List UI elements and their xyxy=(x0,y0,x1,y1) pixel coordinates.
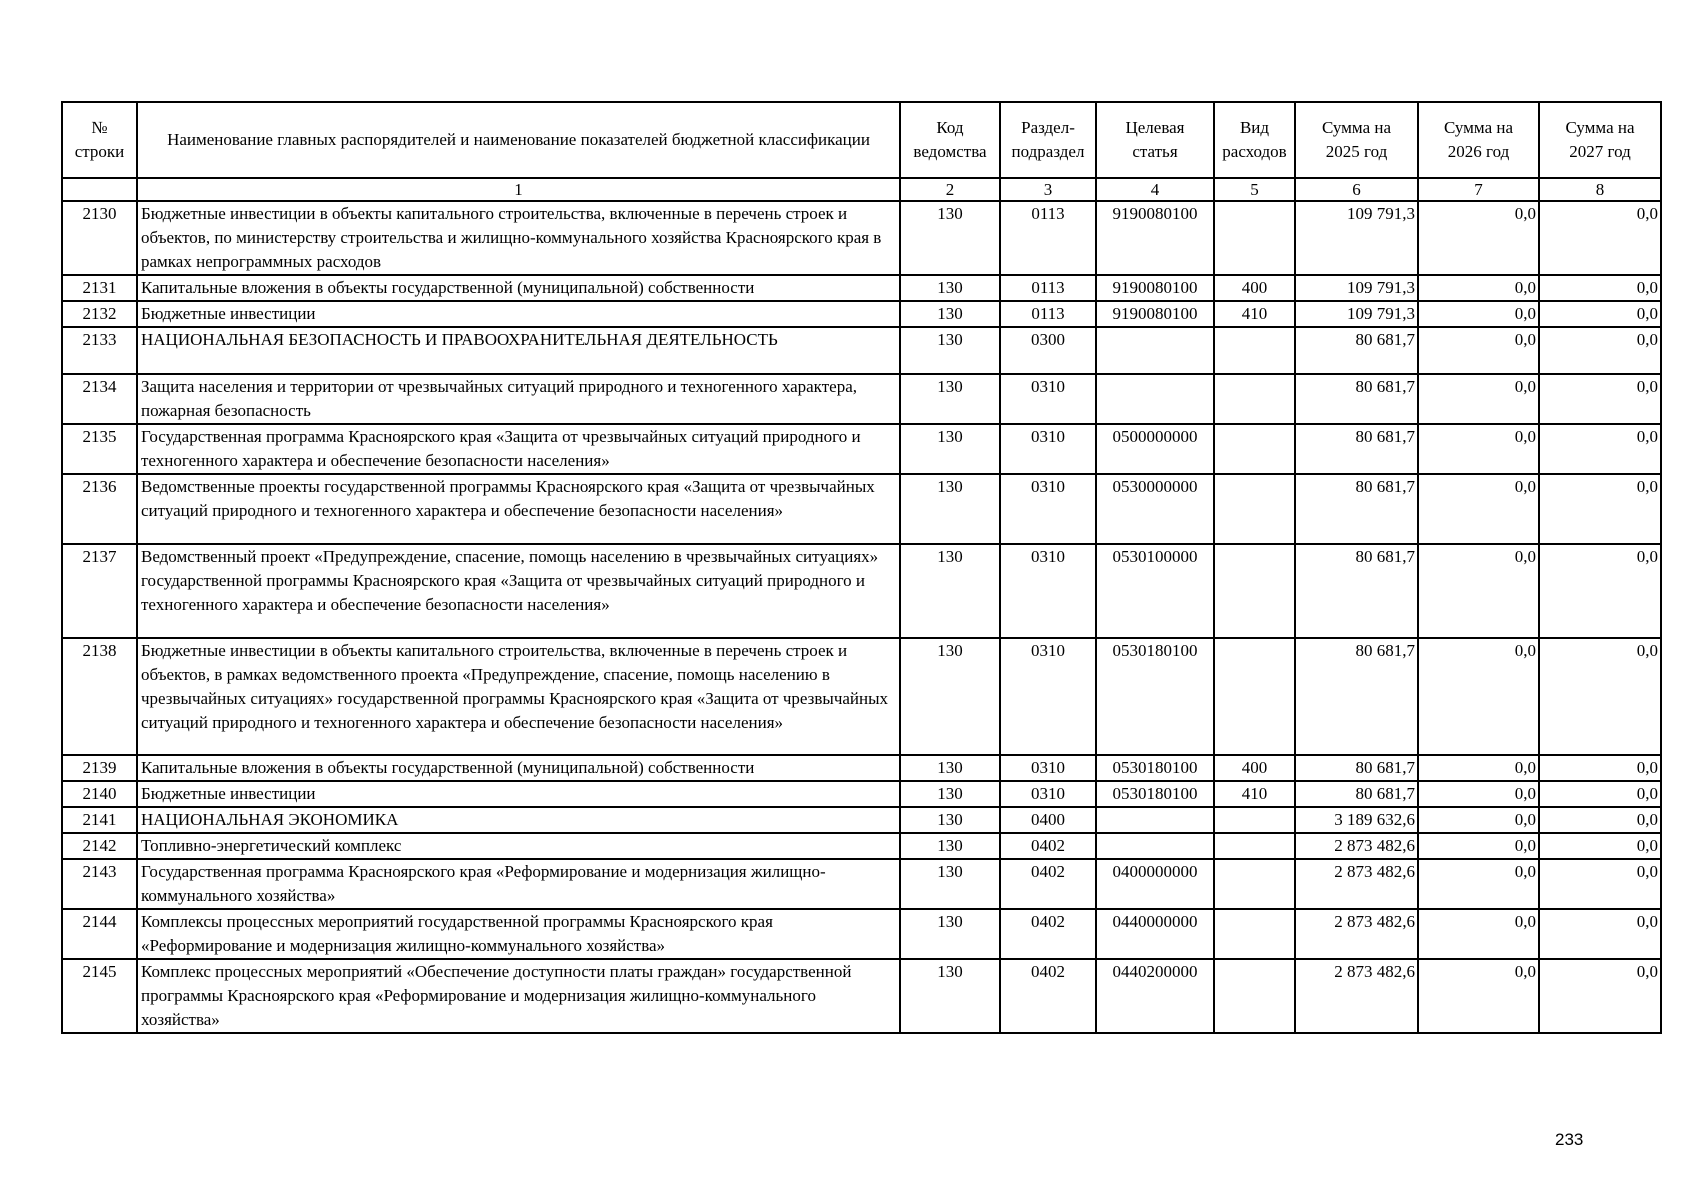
row-number-cell: 2142 xyxy=(62,833,137,859)
target-article-cell: 0530180100 xyxy=(1096,781,1214,807)
row-name-cell: Бюджетные инвестиции в объекты капитального строительства, включенные в перечень строек и объектов, по министерству строительства и жилищно-коммунального хозяйства Красноярского края в рамках непрограммных расходов xyxy=(137,201,900,275)
department-code-cell: 130 xyxy=(900,327,1000,374)
table-row xyxy=(62,859,1661,909)
section-code-cell: 0310 xyxy=(1000,544,1096,638)
table-row xyxy=(62,638,1661,755)
amount-2026-cell: 0,0 xyxy=(1418,424,1539,474)
section-code-cell: 0310 xyxy=(1000,374,1096,424)
target-article-cell xyxy=(1096,833,1214,859)
header-cell: Целевая статья xyxy=(1096,102,1214,178)
header-cell: Раздел- подраздел xyxy=(1000,102,1096,178)
target-article-cell: 9190080100 xyxy=(1096,201,1214,275)
expense-type-cell xyxy=(1214,327,1295,374)
amount-2027-cell: 0,0 xyxy=(1539,909,1661,959)
section-code-cell: 0310 xyxy=(1000,474,1096,544)
amount-2027-cell: 0,0 xyxy=(1539,424,1661,474)
target-article-cell: 0530180100 xyxy=(1096,638,1214,755)
section-code-cell: 0300 xyxy=(1000,327,1096,374)
table-row xyxy=(62,424,1661,474)
amount-2026-cell: 0,0 xyxy=(1418,374,1539,424)
table-row xyxy=(62,201,1661,275)
amount-2027-cell: 0,0 xyxy=(1539,544,1661,638)
department-code-cell: 130 xyxy=(900,638,1000,755)
column-number-cell: 6 xyxy=(1295,178,1418,201)
amount-2027-cell: 0,0 xyxy=(1539,327,1661,374)
amount-2026-cell: 0,0 xyxy=(1418,544,1539,638)
row-number-cell: 2133 xyxy=(62,327,137,374)
row-name-cell: Топливно-энергетический комплекс xyxy=(137,833,900,859)
expense-type-cell xyxy=(1214,833,1295,859)
column-number-cell: 7 xyxy=(1418,178,1539,201)
row-name-cell: Бюджетные инвестиции xyxy=(137,301,900,327)
expense-type-cell xyxy=(1214,959,1295,1033)
department-code-cell: 130 xyxy=(900,959,1000,1033)
department-code-cell: 130 xyxy=(900,909,1000,959)
row-name-cell: НАЦИОНАЛЬНАЯ ЭКОНОМИКА xyxy=(137,807,900,833)
department-code-cell: 130 xyxy=(900,424,1000,474)
amount-2026-cell: 0,0 xyxy=(1418,301,1539,327)
amount-2025-cell: 80 681,7 xyxy=(1295,638,1418,755)
amount-2026-cell: 0,0 xyxy=(1418,959,1539,1033)
expense-type-cell xyxy=(1214,474,1295,544)
row-number-cell: 2130 xyxy=(62,201,137,275)
table-row xyxy=(62,327,1661,374)
table-row xyxy=(62,781,1661,807)
amount-2027-cell: 0,0 xyxy=(1539,638,1661,755)
row-name-cell: Бюджетные инвестиции xyxy=(137,781,900,807)
amount-2026-cell: 0,0 xyxy=(1418,807,1539,833)
row-number-cell: 2131 xyxy=(62,275,137,301)
row-number-cell: 2145 xyxy=(62,959,137,1033)
expense-type-cell xyxy=(1214,807,1295,833)
amount-2026-cell: 0,0 xyxy=(1418,781,1539,807)
department-code-cell: 130 xyxy=(900,544,1000,638)
department-code-cell: 130 xyxy=(900,275,1000,301)
row-name-cell: Капитальные вложения в объекты государственной (муниципальной) собственности xyxy=(137,275,900,301)
department-code-cell: 130 xyxy=(900,781,1000,807)
section-code-cell: 0402 xyxy=(1000,959,1096,1033)
expense-type-cell xyxy=(1214,638,1295,755)
amount-2025-cell: 2 873 482,6 xyxy=(1295,833,1418,859)
section-code-cell: 0310 xyxy=(1000,755,1096,781)
amount-2025-cell: 80 681,7 xyxy=(1295,424,1418,474)
amount-2026-cell: 0,0 xyxy=(1418,638,1539,755)
section-code-cell: 0310 xyxy=(1000,781,1096,807)
table-row xyxy=(62,909,1661,959)
header-cell: Вид расходов xyxy=(1214,102,1295,178)
department-code-cell: 130 xyxy=(900,374,1000,424)
target-article-cell: 0500000000 xyxy=(1096,424,1214,474)
amount-2026-cell: 0,0 xyxy=(1418,833,1539,859)
row-name-cell: Бюджетные инвестиции в объекты капитального строительства, включенные в перечень строек и объектов, в рамках ведомственного проекта «Предупреждение, спасение, помощь населению в чрезвычайных ситуациях» государственной программы Красноярского края «Защита от чрезвычайных ситуаций природного и техногенного характера и обеспечение безопасности населения» xyxy=(137,638,900,755)
expense-type-cell: 400 xyxy=(1214,275,1295,301)
amount-2027-cell: 0,0 xyxy=(1539,275,1661,301)
table-row xyxy=(62,374,1661,424)
target-article-cell: 9190080100 xyxy=(1096,275,1214,301)
section-code-cell: 0402 xyxy=(1000,859,1096,909)
column-number-cell: 2 xyxy=(900,178,1000,201)
amount-2027-cell: 0,0 xyxy=(1539,807,1661,833)
table-row xyxy=(62,755,1661,781)
row-name-cell: Комплексы процессных мероприятий государственной программы Красноярского края «Реформирование и модернизация жилищно-коммунального хозяйства» xyxy=(137,909,900,959)
amount-2025-cell: 2 873 482,6 xyxy=(1295,909,1418,959)
target-article-cell: 0440000000 xyxy=(1096,909,1214,959)
table-row xyxy=(62,807,1661,833)
header-cell: Сумма на 2026 год xyxy=(1418,102,1539,178)
expense-type-cell xyxy=(1214,909,1295,959)
row-number-cell: 2135 xyxy=(62,424,137,474)
target-article-cell: 0400000000 xyxy=(1096,859,1214,909)
row-number-cell: 2141 xyxy=(62,807,137,833)
expense-type-cell: 400 xyxy=(1214,755,1295,781)
section-code-cell: 0113 xyxy=(1000,201,1096,275)
department-code-cell: 130 xyxy=(900,201,1000,275)
column-number-cell: 5 xyxy=(1214,178,1295,201)
header-row xyxy=(62,102,1661,178)
column-number-cell: 4 xyxy=(1096,178,1214,201)
expense-type-cell: 410 xyxy=(1214,301,1295,327)
column-number-cell xyxy=(62,178,137,201)
row-number-cell: 2136 xyxy=(62,474,137,544)
expense-type-cell xyxy=(1214,544,1295,638)
row-number-cell: 2138 xyxy=(62,638,137,755)
amount-2026-cell: 0,0 xyxy=(1418,859,1539,909)
amount-2027-cell: 0,0 xyxy=(1539,755,1661,781)
section-code-cell: 0113 xyxy=(1000,275,1096,301)
section-code-cell: 0310 xyxy=(1000,424,1096,474)
expense-type-cell xyxy=(1214,201,1295,275)
target-article-cell: 0440200000 xyxy=(1096,959,1214,1033)
target-article-cell: 0530000000 xyxy=(1096,474,1214,544)
table-row xyxy=(62,474,1661,544)
department-code-cell: 130 xyxy=(900,859,1000,909)
table-row xyxy=(62,833,1661,859)
row-number-cell: 2134 xyxy=(62,374,137,424)
amount-2026-cell: 0,0 xyxy=(1418,201,1539,275)
table-body xyxy=(62,201,1661,1033)
department-code-cell: 130 xyxy=(900,301,1000,327)
amount-2026-cell: 0,0 xyxy=(1418,474,1539,544)
department-code-cell: 130 xyxy=(900,807,1000,833)
table-row xyxy=(62,275,1661,301)
row-name-cell: Защита населения и территории от чрезвычайных ситуаций природного и техногенного характера, пожарная безопасность xyxy=(137,374,900,424)
row-number-cell: 2143 xyxy=(62,859,137,909)
table-row xyxy=(62,301,1661,327)
target-article-cell: 0530100000 xyxy=(1096,544,1214,638)
amount-2025-cell: 2 873 482,6 xyxy=(1295,859,1418,909)
department-code-cell: 130 xyxy=(900,755,1000,781)
target-article-cell: 9190080100 xyxy=(1096,301,1214,327)
header-cell: Наименование главных распорядителей и наименование показателей бюджетной классификации xyxy=(137,102,900,178)
amount-2026-cell: 0,0 xyxy=(1418,275,1539,301)
amount-2025-cell: 80 681,7 xyxy=(1295,374,1418,424)
amount-2027-cell: 0,0 xyxy=(1539,959,1661,1033)
amount-2025-cell: 3 189 632,6 xyxy=(1295,807,1418,833)
header-cell: Код ведомства xyxy=(900,102,1000,178)
amount-2027-cell: 0,0 xyxy=(1539,833,1661,859)
expense-type-cell xyxy=(1214,859,1295,909)
section-code-cell: 0310 xyxy=(1000,638,1096,755)
budget-table xyxy=(61,101,1662,1034)
header-cell: Сумма на 2025 год xyxy=(1295,102,1418,178)
expense-type-cell xyxy=(1214,374,1295,424)
amount-2027-cell: 0,0 xyxy=(1539,201,1661,275)
column-number-cell: 3 xyxy=(1000,178,1096,201)
row-number-cell: 2137 xyxy=(62,544,137,638)
row-number-cell: 2132 xyxy=(62,301,137,327)
target-article-cell xyxy=(1096,327,1214,374)
amount-2027-cell: 0,0 xyxy=(1539,781,1661,807)
amount-2025-cell: 2 873 482,6 xyxy=(1295,959,1418,1033)
department-code-cell: 130 xyxy=(900,474,1000,544)
amount-2026-cell: 0,0 xyxy=(1418,755,1539,781)
target-article-cell xyxy=(1096,807,1214,833)
amount-2025-cell: 80 681,7 xyxy=(1295,474,1418,544)
amount-2025-cell: 80 681,7 xyxy=(1295,781,1418,807)
amount-2025-cell: 109 791,3 xyxy=(1295,201,1418,275)
amount-2027-cell: 0,0 xyxy=(1539,474,1661,544)
target-article-cell xyxy=(1096,374,1214,424)
row-name-cell: НАЦИОНАЛЬНАЯ БЕЗОПАСНОСТЬ И ПРАВООХРАНИТЕЛЬНАЯ ДЕЯТЕЛЬНОСТЬ xyxy=(137,327,900,374)
amount-2027-cell: 0,0 xyxy=(1539,301,1661,327)
amount-2025-cell: 80 681,7 xyxy=(1295,755,1418,781)
row-name-cell: Ведомственный проект «Предупреждение, спасение, помощь населению в чрезвычайных ситуациях» государственной программы Красноярского края «Защита от чрезвычайных ситуаций природного и техногенного характера и обеспечение безопасности населения» xyxy=(137,544,900,638)
section-code-cell: 0402 xyxy=(1000,833,1096,859)
section-code-cell: 0400 xyxy=(1000,807,1096,833)
amount-2027-cell: 0,0 xyxy=(1539,374,1661,424)
row-name-cell: Ведомственные проекты государственной программы Красноярского края «Защита от чрезвычайных ситуаций природного и техногенного характера и обеспечение безопасности населения» xyxy=(137,474,900,544)
table-row xyxy=(62,544,1661,638)
table-row xyxy=(62,959,1661,1033)
page-number: 233 xyxy=(1555,1130,1584,1149)
row-name-cell: Капитальные вложения в объекты государственной (муниципальной) собственности xyxy=(137,755,900,781)
amount-2026-cell: 0,0 xyxy=(1418,327,1539,374)
column-number-row xyxy=(62,178,1661,201)
header-cell: № строки xyxy=(62,102,137,178)
amount-2027-cell: 0,0 xyxy=(1539,859,1661,909)
row-number-cell: 2144 xyxy=(62,909,137,959)
row-number-cell: 2140 xyxy=(62,781,137,807)
expense-type-cell: 410 xyxy=(1214,781,1295,807)
row-name-cell: Государственная программа Красноярского края «Реформирование и модернизация жилищно-коммунального хозяйства» xyxy=(137,859,900,909)
amount-2026-cell: 0,0 xyxy=(1418,909,1539,959)
section-code-cell: 0402 xyxy=(1000,909,1096,959)
amount-2025-cell: 109 791,3 xyxy=(1295,301,1418,327)
row-name-cell: Государственная программа Красноярского края «Защита от чрезвычайных ситуаций природного и техногенного характера и обеспечение безопасности населения» xyxy=(137,424,900,474)
amount-2025-cell: 80 681,7 xyxy=(1295,544,1418,638)
amount-2025-cell: 80 681,7 xyxy=(1295,327,1418,374)
amount-2025-cell: 109 791,3 xyxy=(1295,275,1418,301)
department-code-cell: 130 xyxy=(900,833,1000,859)
expense-type-cell xyxy=(1214,424,1295,474)
column-number-cell: 1 xyxy=(137,178,900,201)
section-code-cell: 0113 xyxy=(1000,301,1096,327)
column-number-cell: 8 xyxy=(1539,178,1661,201)
row-number-cell: 2139 xyxy=(62,755,137,781)
target-article-cell: 0530180100 xyxy=(1096,755,1214,781)
header-cell: Сумма на 2027 год xyxy=(1539,102,1661,178)
row-name-cell: Комплекс процессных мероприятий «Обеспечение доступности платы граждан» государственной программы Красноярского края «Реформирование и модернизация жилищно-коммунального хозяйства» xyxy=(137,959,900,1033)
